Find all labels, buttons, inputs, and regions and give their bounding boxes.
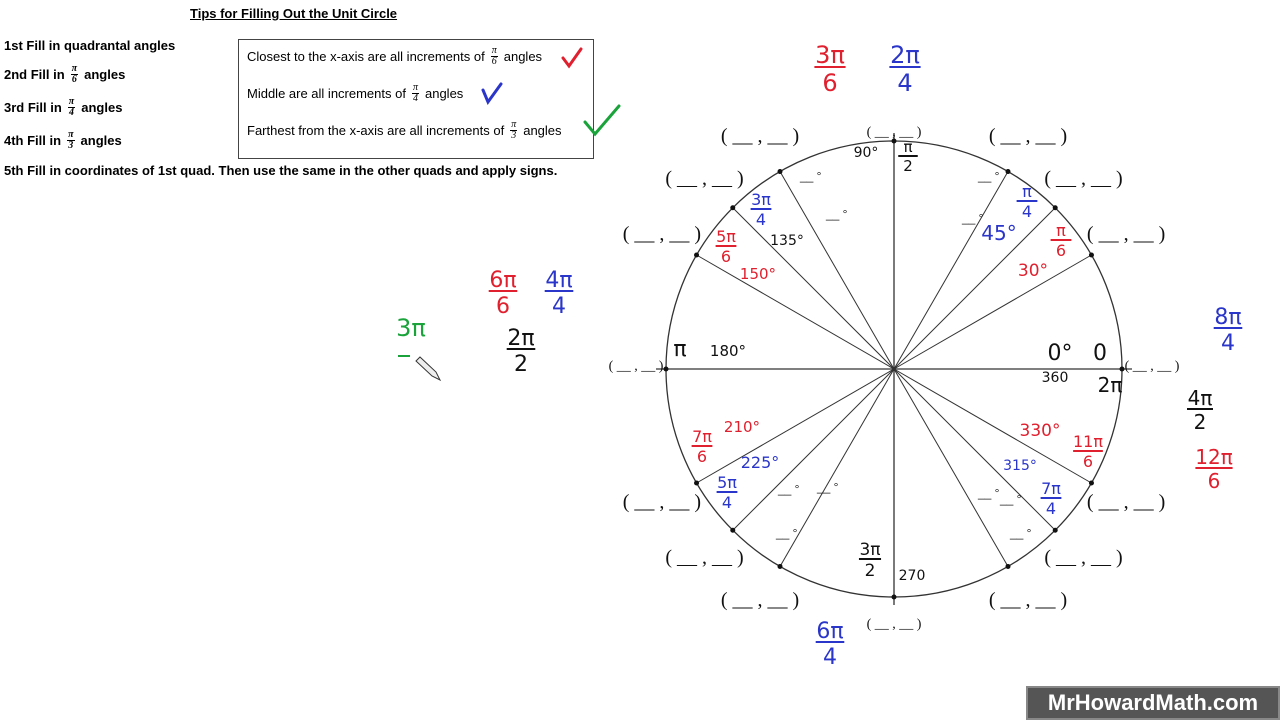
- degree-blank: __ °: [1010, 526, 1032, 540]
- coordinate-placeholder-30: ( __ , __ ): [1086, 223, 1166, 245]
- annotation-denominator: 4: [552, 294, 566, 319]
- annotation-a210: [724, 418, 760, 436]
- fraction-numerator: π: [68, 96, 75, 107]
- annotation-a5pi6: [716, 227, 737, 266]
- annotation-a6pi6: [489, 268, 518, 319]
- annotation-api: [673, 337, 686, 362]
- annotation-a90deg: [854, 145, 879, 161]
- angle-point-30: [1089, 253, 1094, 258]
- annotation-a4pi4: [545, 268, 574, 319]
- angle-point-300: [1006, 564, 1011, 569]
- angle-point-225: [730, 528, 735, 533]
- annotation-a0b: [1093, 341, 1107, 366]
- annotation-numerator: 7π: [1041, 479, 1061, 498]
- annotation-text: π: [673, 337, 687, 362]
- radius-line-330: [894, 369, 1094, 483]
- step-2-suffix: angles: [84, 67, 126, 82]
- annotation-numerator: 5π: [716, 227, 736, 246]
- fraction-denominator: 4: [69, 107, 75, 118]
- annotation-a3pi6top: [814, 41, 845, 97]
- fraction-numerator: π: [412, 82, 418, 93]
- annotation-a11pi6: [1073, 432, 1103, 471]
- annotation-denominator: 2: [514, 352, 528, 377]
- coordinate-placeholder-60: ( __ , __ ): [988, 124, 1068, 147]
- step-1-text: 1st Fill in quadrantal angles: [4, 38, 176, 53]
- annotation-a8pi4: [1214, 305, 1243, 356]
- step-4-text: 4th Fill in: [4, 133, 62, 148]
- annotation-text: 270: [898, 568, 926, 584]
- coordinate-placeholder-150: ( __ , __ ): [622, 223, 702, 245]
- radius-line-45: [894, 208, 1055, 369]
- watermark-logo: MrHowardMath.com: [1026, 686, 1280, 720]
- radius-line-120: [780, 172, 894, 369]
- annotation-a7pi4: [1041, 479, 1062, 518]
- fraction-denominator: 6: [71, 74, 77, 85]
- annotation-text: 135°: [770, 233, 804, 249]
- annotation-a45: [981, 221, 1016, 245]
- radius-line-300: [894, 369, 1008, 566]
- annotation-denominator: 4: [897, 69, 913, 97]
- fraction-numerator: π: [68, 129, 74, 140]
- annotation-a2pi: [1098, 373, 1123, 397]
- degree-blank: __ °: [978, 169, 1000, 183]
- annotation-numerator: 2π: [890, 41, 920, 69]
- annotation-denominator: 6: [1082, 452, 1094, 471]
- annotation-a4pi2: [1187, 386, 1213, 434]
- angle-point-45: [1053, 205, 1058, 210]
- annotation-text: 150°: [739, 265, 777, 283]
- annotation-a6pi4bot: [816, 619, 845, 670]
- annotation-text: 90°: [853, 145, 879, 161]
- annotation-a315: [1003, 458, 1037, 474]
- tip-text: Middle are all increments of: [247, 86, 406, 101]
- annotation-numerator: 2π: [507, 326, 535, 351]
- coordinate-placeholder-315: ( __ , __ ): [1044, 546, 1123, 569]
- annotation-denominator: 6: [496, 294, 510, 319]
- angle-point-315: [1053, 528, 1058, 533]
- annotation-denominator: 6: [720, 247, 732, 266]
- annotation-numerator: π: [903, 138, 913, 156]
- annotation-denominator: 6: [1055, 241, 1067, 260]
- annotation-text: 0°: [1047, 341, 1073, 366]
- annotation-numerator: 4π: [545, 268, 573, 293]
- step-3-text: 3rd Fill in: [4, 100, 62, 115]
- degree-blank: __ °: [778, 482, 800, 496]
- annotation-api4: [1017, 182, 1038, 221]
- annotation-denominator: 4: [823, 645, 837, 670]
- radius-line-315: [894, 369, 1055, 530]
- fraction-denominator: 3: [68, 140, 74, 151]
- step-2-text: 2nd Fill in: [4, 67, 65, 82]
- annotation-numerator: 7π: [692, 427, 712, 446]
- coordinate-placeholder-120: ( __ , __ ): [720, 124, 800, 147]
- handwritten-annotations: [396, 41, 1242, 670]
- coordinate-placeholder-240: ( __ , __ ): [720, 589, 800, 612]
- degree-blank: __ °: [1000, 492, 1022, 506]
- fraction-denominator: 3: [511, 130, 517, 141]
- fraction-denominator: 4: [412, 93, 418, 104]
- fraction-numerator: π: [511, 119, 517, 130]
- annotation-a30: [1018, 261, 1048, 281]
- annotation-denominator: 4: [1021, 202, 1033, 221]
- angle-point-240: [778, 564, 783, 569]
- annotation-numerator: 4π: [1187, 386, 1213, 410]
- annotation-denominator: 4: [721, 493, 733, 512]
- annotation-api2: [898, 138, 918, 175]
- tip-suffix: angles: [503, 49, 543, 64]
- angle-point-180: [664, 367, 669, 372]
- annotation-a180: [710, 342, 746, 360]
- angle-point-60: [1006, 169, 1011, 174]
- degree-blank: __ °: [826, 207, 848, 221]
- coordinate-placeholder-225: ( __ , __ ): [665, 546, 744, 569]
- tip-text: Farthest from the x-axis are all increments of: [247, 123, 505, 138]
- annotation-a0: [1048, 341, 1073, 366]
- annotation-a3pi2: [859, 540, 881, 581]
- page-title: Tips for Filling Out the Unit Circle: [190, 6, 398, 21]
- annotation-numerator: 6π: [816, 619, 844, 644]
- annotation-denominator: 2: [864, 561, 876, 581]
- degree-blank: __ °: [800, 169, 822, 183]
- annotation-numerator: π: [1022, 182, 1032, 201]
- coordinate-placeholder-300: ( __ , __ ): [988, 589, 1068, 612]
- tip-text: Closest to the x-axis are all increments of: [247, 49, 485, 64]
- annotation-text: 180°: [709, 342, 747, 360]
- angle-point-270: [892, 595, 897, 600]
- annotation-text: 30°: [1017, 261, 1049, 281]
- coordinate-placeholder-210: ( __ , __ ): [622, 491, 702, 513]
- angle-point-210: [694, 481, 699, 486]
- annotation-a225: [741, 453, 780, 472]
- annotation-denominator: 6: [822, 69, 838, 97]
- tip-suffix: angles: [523, 123, 562, 138]
- coordinate-placeholder-180: ( __ , __ ): [608, 359, 664, 374]
- annotation-a270: [899, 568, 926, 584]
- step-5-text: 5th Fill in coordinates of 1st quad. Then use the same in the other quads and apply signs.: [4, 163, 558, 178]
- annotation-denominator: 4: [1221, 331, 1235, 356]
- annotation-a7pi6: [692, 427, 713, 466]
- tip-suffix: angles: [424, 86, 464, 101]
- coordinate-placeholder-0: ( __ , __ ): [1124, 359, 1180, 374]
- radius-line-60: [894, 172, 1008, 369]
- annotation-a135: [770, 233, 804, 249]
- annotation-denominator: 4: [755, 210, 767, 229]
- fraction-numerator: π: [491, 45, 497, 56]
- annotation-denominator: 6: [1207, 469, 1221, 493]
- annotation-numerator: 3π: [815, 41, 845, 69]
- annotation-numerator: 11π: [1073, 432, 1103, 451]
- fraction-denominator: 6: [491, 56, 497, 67]
- annotation-denominator: 4: [1045, 499, 1057, 518]
- fraction-numerator: π: [71, 63, 78, 74]
- annotation-numerator: 5π: [717, 473, 737, 492]
- annotation-a2pi4top: [889, 41, 920, 97]
- annotation-text: 2π: [1097, 373, 1123, 397]
- annotation-text: 210°: [723, 418, 761, 436]
- degree-blank: __ °: [978, 486, 1000, 500]
- angle-point-150: [694, 253, 699, 258]
- annotation-numerator: 3π: [751, 190, 771, 209]
- degree-blank: __ °: [962, 211, 984, 225]
- annotation-a3pi4: [751, 190, 772, 229]
- coordinate-placeholder-330: ( __ , __ ): [1086, 491, 1166, 513]
- annotation-numerator: 8π: [1214, 305, 1242, 330]
- annotation-denominator: 2: [903, 157, 913, 175]
- annotation-text: 330°: [1019, 421, 1061, 441]
- annotation-denominator: 6: [696, 447, 708, 466]
- annotation-a330: [1020, 421, 1061, 441]
- degree-blank: __ °: [817, 480, 839, 494]
- angle-point-330: [1089, 481, 1094, 486]
- annotation-a360: [1042, 370, 1069, 386]
- annotation-a12pi6: [1195, 445, 1233, 493]
- degree-blank: __ °: [776, 526, 798, 540]
- annotation-api6: [1051, 221, 1072, 260]
- coordinate-placeholder-270: ( __ , __ ): [866, 617, 922, 632]
- radius-line-225: [733, 369, 894, 530]
- annotation-text: 360: [1041, 370, 1069, 386]
- annotation-text: 45°: [981, 221, 1017, 245]
- angle-point-135: [730, 205, 735, 210]
- coordinate-placeholder-90: ( __ , __ ): [866, 125, 922, 140]
- annotation-text: 225°: [740, 453, 780, 472]
- annotation-text: 3π: [396, 314, 426, 342]
- annotation-a2pi2: [507, 326, 536, 377]
- annotation-a3pi_green: [396, 314, 426, 342]
- annotation-numerator: π: [1056, 221, 1066, 240]
- annotation-numerator: 6π: [489, 268, 517, 293]
- annotation-text: 0: [1093, 341, 1107, 366]
- annotation-a5pi4: [717, 473, 738, 512]
- radius-line-135: [733, 208, 894, 369]
- pen-cursor-icon: [416, 357, 440, 380]
- angle-point-120: [778, 169, 783, 174]
- step-3-suffix: angles: [81, 100, 123, 115]
- annotation-numerator: 3π: [859, 540, 881, 560]
- annotation-numerator: 12π: [1195, 445, 1233, 469]
- step-4-suffix: angles: [80, 133, 122, 148]
- coordinate-placeholder-45: ( __ , __ ): [1044, 167, 1123, 190]
- coordinate-placeholder-135: ( __ , __ ): [665, 167, 744, 190]
- annotation-denominator: 2: [1193, 410, 1207, 434]
- annotation-a150: [740, 265, 776, 283]
- annotation-text: 315°: [1003, 458, 1037, 474]
- unit-circle: [656, 133, 1132, 605]
